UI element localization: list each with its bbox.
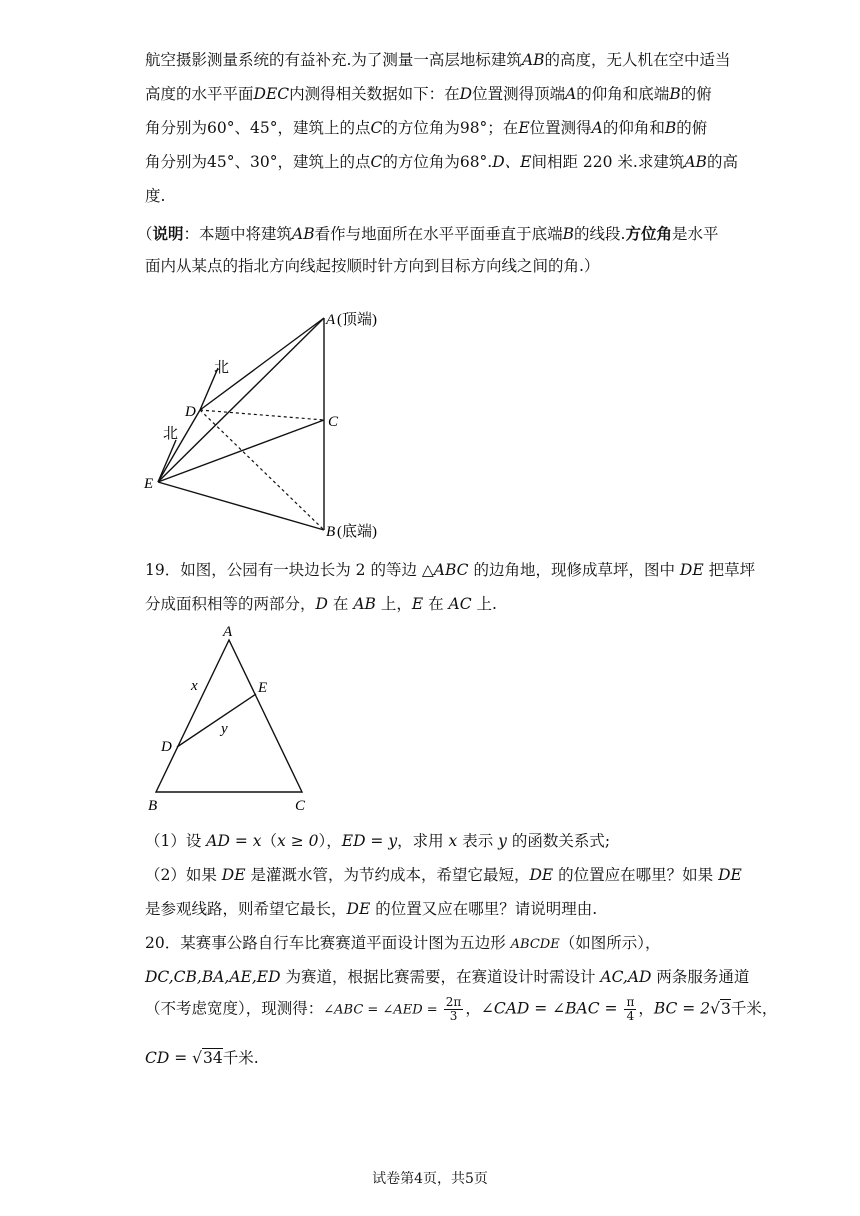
math-dec: DEC (253, 85, 290, 103)
text: 千米， (730, 999, 778, 1018)
math-de: D、E (492, 153, 532, 171)
text: 的高 (706, 153, 738, 171)
text: 表示 (457, 832, 499, 850)
text: ，求用 (397, 832, 449, 850)
text: = (229, 832, 253, 850)
p18-line-3 (145, 116, 707, 138)
p19-line-2 (145, 592, 497, 614)
text: （ (261, 832, 278, 850)
text: ）， (318, 832, 342, 850)
text: 的方位角为68°. (382, 153, 493, 171)
p18-line-5 (145, 184, 165, 206)
text: （ (137, 225, 153, 243)
sqrt-radicand: 34 (203, 1049, 223, 1067)
text: 19．如图，公园有一块边长为 2 的等边 (145, 561, 422, 579)
p20-line-2 (145, 965, 749, 987)
fraction-numerator: 2π (445, 995, 462, 1009)
text: （如图所示）， (559, 934, 661, 952)
p19-q1 (145, 829, 610, 851)
text: 在 (327, 595, 354, 613)
fraction-pi-over-4 (624, 996, 636, 1023)
sqrt-sign: √ (192, 1049, 203, 1067)
text: （1）设 (145, 832, 207, 850)
text: 角分别为60°、45°，建筑上的点 (145, 119, 371, 137)
p20-line-1 (145, 931, 660, 953)
math-de: DE (529, 866, 554, 884)
text: ：本题中将建筑 (183, 225, 293, 243)
label-d: D (185, 404, 196, 420)
label-b-note: (底端) (337, 524, 377, 540)
p19-q2 (145, 863, 742, 885)
text: 两条服务通道 (651, 968, 750, 986)
text: 上. (471, 595, 497, 613)
fraction-numerator: π (626, 995, 635, 1009)
math-a: A (565, 85, 577, 103)
p18-line-4 (145, 150, 738, 172)
fraction-denominator: 4 (626, 1009, 635, 1023)
math-condition: x ≥ 0 (277, 832, 319, 850)
math-ab: AB (684, 153, 707, 171)
math-roads: DC,CB,BA,AE,ED (145, 968, 281, 986)
math-d: D (459, 85, 473, 103)
math-x: x (448, 832, 458, 850)
sqrt-radicand: 3 (720, 999, 731, 1018)
text: 的方位角为98°；在 (382, 119, 519, 137)
label-a: A (223, 624, 233, 640)
text: 是水平 (672, 225, 719, 243)
text: （2）如果 (145, 866, 222, 884)
p19-q2-cont (145, 897, 597, 919)
text: （不考虑宽度），现测得： (145, 999, 324, 1018)
text: 的线段. (574, 225, 626, 243)
text: 看作与地面所在水平平面垂直于底端 (314, 225, 563, 243)
text: 分成面积相等的两部分， (145, 595, 316, 613)
math-cd: CD = (145, 1049, 193, 1067)
text: 的高度，无人机在空中适当 (544, 51, 731, 69)
math-y: y (498, 832, 507, 850)
math-e: E (411, 595, 424, 613)
segment-de (177, 694, 256, 747)
p18-line-1 (145, 48, 731, 70)
text: 在 (423, 595, 449, 613)
fraction-denominator: 3 (449, 1009, 458, 1023)
math-triangle: △ABC (421, 561, 469, 579)
text: 千米. (222, 1049, 259, 1067)
text: 内测得相关数据如下：在 (289, 85, 460, 103)
label-north-d: 北 (214, 360, 230, 376)
label-d: D (161, 739, 172, 755)
text: 是参观线路，则希望它最长， (145, 900, 347, 918)
math-x: x (252, 832, 262, 850)
label-c: C (295, 798, 306, 814)
text: 把草坪 (703, 561, 756, 579)
p18-note-line-1 (137, 222, 719, 244)
text: 的俯 (680, 85, 712, 103)
text: 角分别为45°、30°，建筑上的点 (145, 153, 371, 171)
text: 的仰角和底端 (576, 85, 670, 103)
text: 度. (145, 187, 166, 205)
text: ， (638, 999, 654, 1018)
math-ab: AB (353, 595, 376, 613)
label-e: E (258, 680, 268, 696)
text: 20．某赛事公路自行车比赛赛道平面设计图为五边形 (145, 934, 511, 952)
p18-line-2 (145, 82, 712, 104)
text: 的仰角和 (602, 119, 665, 137)
text: 航空摄影测量系统的有益补充.为了测量一高层地标建筑 (145, 51, 522, 69)
figure-triangle-diagram (140, 620, 330, 815)
text: 高度的水平平面 (145, 85, 254, 103)
fraction-2pi-over-3 (444, 996, 464, 1023)
text: 上， (375, 595, 412, 613)
p20-line-3 (145, 996, 777, 1023)
text: ， (465, 999, 481, 1018)
math-ab: AB (292, 225, 315, 243)
segment-dc-dashed (200, 410, 324, 420)
math-ed: ED = y (341, 832, 398, 850)
text: 位置测得 (529, 119, 592, 137)
label-b: B (148, 798, 158, 814)
bold-text: 说明 (152, 224, 184, 243)
label-x: x (191, 678, 198, 694)
text: 的边角地，现修成草坪，图中 (468, 561, 680, 579)
text: 为赛道，根据比赛需要，在赛道设计时需设计 (280, 968, 601, 986)
math-angle-abc-aed: ∠ABC = ∠AED = (323, 1002, 442, 1018)
math-b: B (664, 119, 677, 137)
math-de: DE (718, 866, 742, 884)
segment-eb (158, 482, 324, 530)
math-de: DE (221, 866, 246, 884)
math-c: C (370, 119, 383, 137)
math-d: D (315, 595, 328, 613)
math-ac: AC (448, 595, 472, 613)
label-y: y (221, 721, 228, 737)
text: 面内从某点的指北方向线起按顺时针方向到目标方向线之间的角.） (145, 257, 600, 275)
text: 的俯 (676, 119, 708, 137)
math-de: DE (346, 900, 371, 918)
text: 的位置应在哪里？如果 (553, 866, 719, 884)
math-ad: AD (206, 832, 230, 850)
p19-line-1 (145, 558, 755, 580)
triangle-abc (156, 640, 302, 792)
label-b: B (326, 524, 336, 540)
figure-building-diagram (130, 300, 410, 550)
text: 的位置又应在哪里？请说明理由. (370, 900, 598, 918)
math-angle-cad-bac: ∠CAD = ∠BAC = (480, 999, 623, 1018)
text: 间相距 220 米.求建筑 (531, 153, 685, 171)
p18-note-line-2 (145, 254, 599, 276)
math-de: DE (679, 561, 704, 579)
bold-text: 方位角 (625, 224, 672, 243)
math-a: A (591, 119, 603, 137)
label-a: A (326, 312, 336, 328)
label-a-note: (顶端) (337, 312, 377, 328)
math-ab: AB (521, 51, 545, 69)
label-c: C (328, 414, 339, 430)
sqrt-sign: √ (710, 999, 720, 1018)
math-b: B (562, 225, 575, 243)
math-c: C (370, 153, 383, 171)
text: 的函数关系式; (506, 832, 611, 850)
page-footer: 试卷第4页，共5页 (372, 1171, 488, 1187)
p20-line-4 (145, 1046, 259, 1068)
label-north-e: 北 (163, 426, 179, 442)
math-bc: BC = 2 (653, 999, 711, 1018)
text: 是灌溉水管，为节约成本，希望它最短， (245, 866, 530, 884)
math-ac-ad: AC,AD (600, 968, 652, 986)
text: 位置测得顶端 (472, 85, 566, 103)
math-e: E (518, 119, 530, 137)
label-e: E (144, 476, 154, 492)
math-b: B (669, 85, 681, 103)
math-abcde: ABCDE (510, 937, 560, 952)
segment-ea (158, 318, 324, 482)
segment-ec (158, 420, 324, 482)
